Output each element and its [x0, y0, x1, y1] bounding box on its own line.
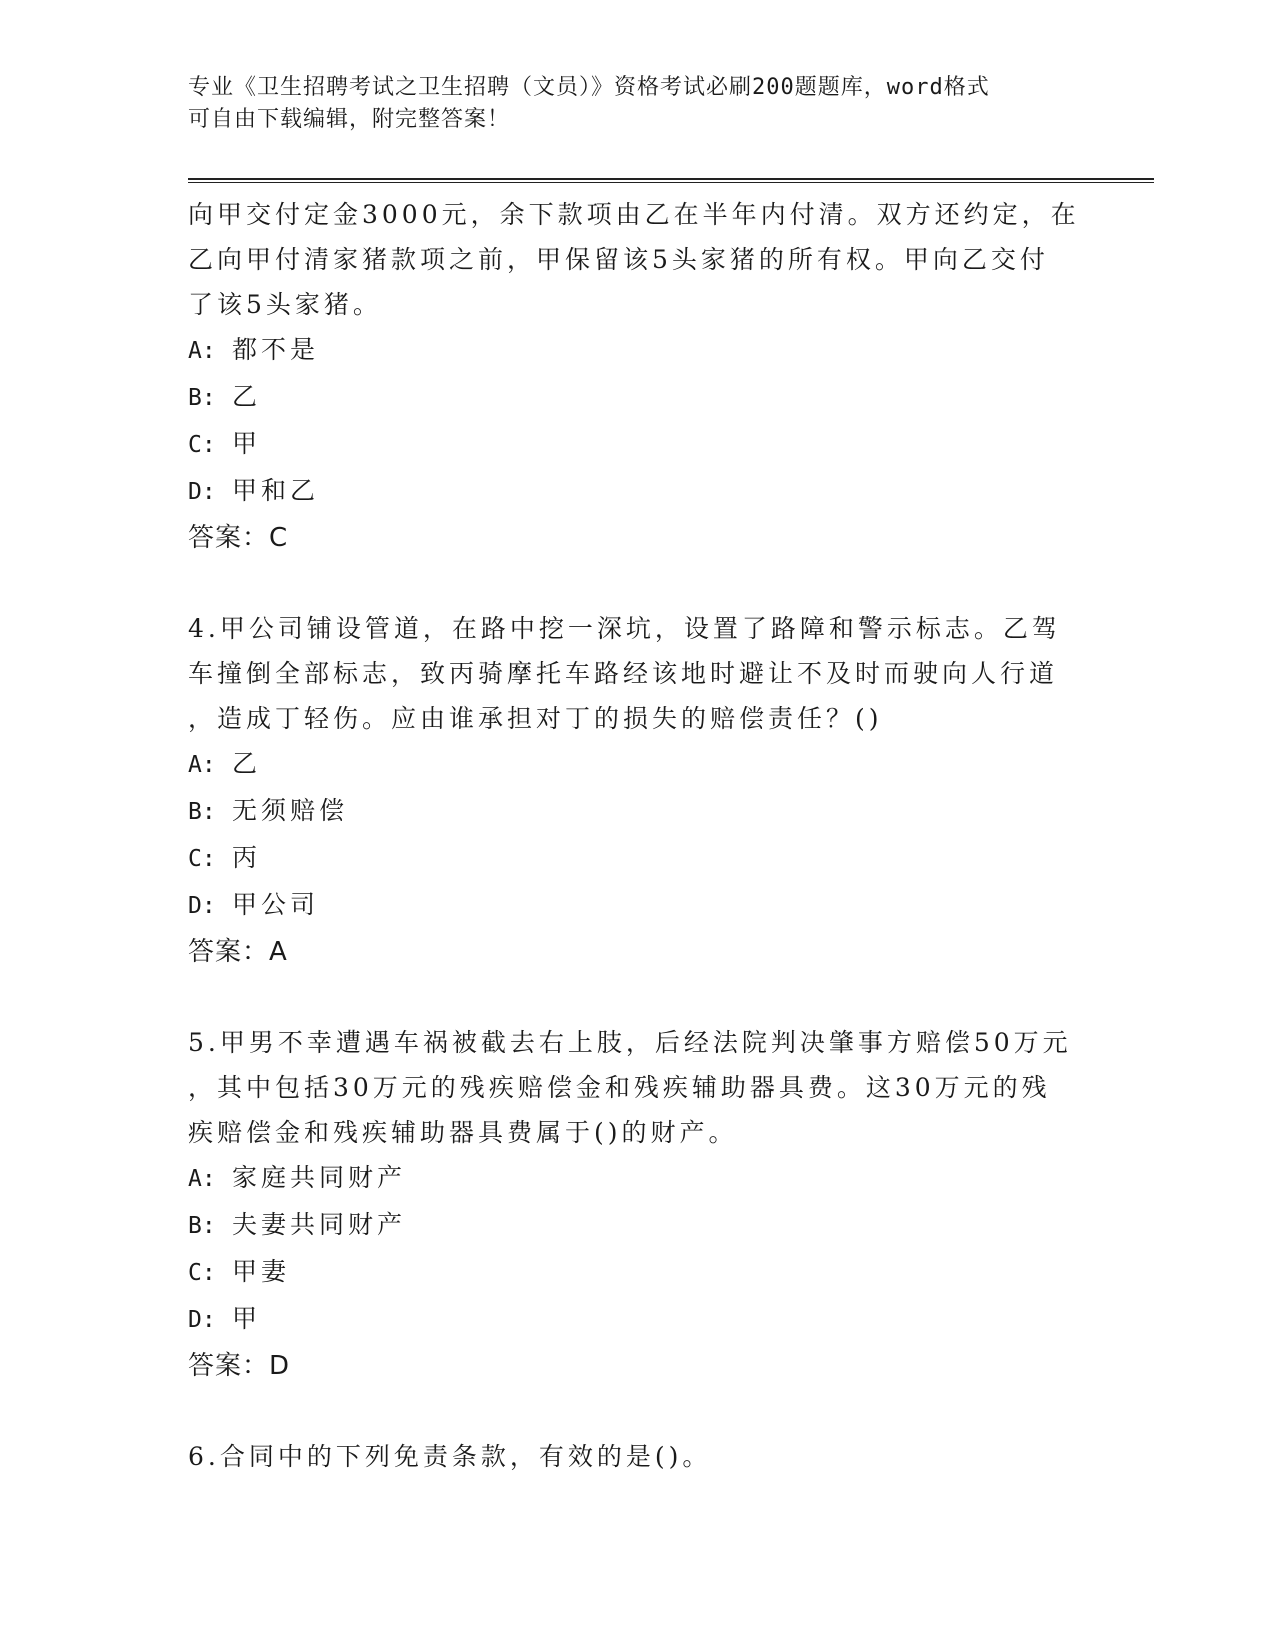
- option-d: [188, 1296, 1088, 1343]
- option-key: A:: [188, 1166, 216, 1192]
- answer-line: 答案：A: [188, 937, 288, 967]
- header-title-line-1: 专业《卫生招聘考试之卫生招聘（文员）》资格考试必刷200题题库，word格式: [188, 75, 990, 100]
- question-stem-line: ，其中包括30万元的残疾赔偿金和残疾辅助器具费。这30万元的残: [188, 1073, 1051, 1102]
- option-a: [188, 1155, 1088, 1202]
- page-header: [188, 72, 1088, 136]
- option-key: B:: [188, 385, 216, 411]
- header-title-line-2: 可自由下载编辑，附完整答案！: [188, 107, 511, 132]
- option-c: [188, 1249, 1088, 1296]
- option-key: A:: [188, 752, 216, 778]
- option-key: A:: [188, 338, 216, 364]
- spacer: [188, 976, 1088, 1020]
- option-b: [188, 374, 1088, 421]
- option-c: [188, 421, 1088, 468]
- option-b: [188, 788, 1088, 835]
- option-text: 家庭共同财产: [232, 1163, 407, 1192]
- question-stem-line: 车撞倒全部标志，致丙骑摩托车路经该地时避让不及时而驶向人行道: [188, 659, 1059, 688]
- question-stem-line: 4.甲公司铺设管道，在路中挖一深坑，设置了路障和警示标志。乙驾: [188, 614, 1061, 643]
- option-text: 甲: [232, 429, 262, 458]
- question-4: [188, 606, 1088, 976]
- answer-line: 答案：D: [188, 1351, 291, 1381]
- option-text: 甲公司: [232, 890, 320, 919]
- header-divider: [188, 178, 1154, 183]
- option-b: [188, 1202, 1088, 1249]
- question-5: [188, 1020, 1088, 1390]
- option-key: C:: [188, 1260, 216, 1286]
- option-a: [188, 327, 1088, 374]
- question-stem-line: ，造成丁轻伤。应由谁承担对丁的损失的赔偿责任？(): [188, 704, 883, 733]
- option-text: 乙: [232, 382, 262, 411]
- option-d: [188, 468, 1088, 515]
- question-stem-line: 向甲交付定金3000元，余下款项由乙在半年内付清。双方还约定，在: [188, 200, 1080, 229]
- option-text: 甲和乙: [232, 476, 320, 505]
- option-a: [188, 741, 1088, 788]
- option-key: D:: [188, 1307, 216, 1333]
- option-d: [188, 882, 1088, 929]
- option-key: D:: [188, 479, 216, 505]
- answer-line: 答案：C: [188, 523, 289, 553]
- option-text: 甲: [232, 1304, 262, 1333]
- option-text: 夫妻共同财产: [232, 1210, 407, 1239]
- option-key: B:: [188, 1213, 216, 1239]
- document-body: [188, 192, 1088, 1479]
- option-key: D:: [188, 893, 216, 919]
- option-text: 乙: [232, 749, 262, 778]
- spacer: [188, 1390, 1088, 1434]
- option-text: 丙: [232, 843, 262, 872]
- question-stem-line: 6.合同中的下列免责条款，有效的是()。: [188, 1442, 712, 1471]
- question-stem-line: 了该5头家猪。: [188, 290, 382, 319]
- option-c: [188, 835, 1088, 882]
- option-key: C:: [188, 432, 216, 458]
- option-text: 都不是: [232, 335, 320, 364]
- question-stem-line: 疾赔偿金和残疾辅助器具费属于()的财产。: [188, 1118, 738, 1147]
- question-stem-line: 乙向甲付清家猪款项之前，甲保留该5头家猪的所有权。甲向乙交付: [188, 245, 1049, 274]
- option-text: 无须赔偿: [232, 796, 349, 825]
- option-key: C:: [188, 846, 216, 872]
- question-3-continued: [188, 192, 1088, 562]
- option-key: B:: [188, 799, 216, 825]
- question-6: [188, 1434, 1088, 1479]
- spacer: [188, 562, 1088, 606]
- option-text: 甲妻: [232, 1257, 291, 1286]
- question-stem-line: 5.甲男不幸遭遇车祸被截去右上肢，后经法院判决肇事方赔偿50万元: [188, 1028, 1072, 1057]
